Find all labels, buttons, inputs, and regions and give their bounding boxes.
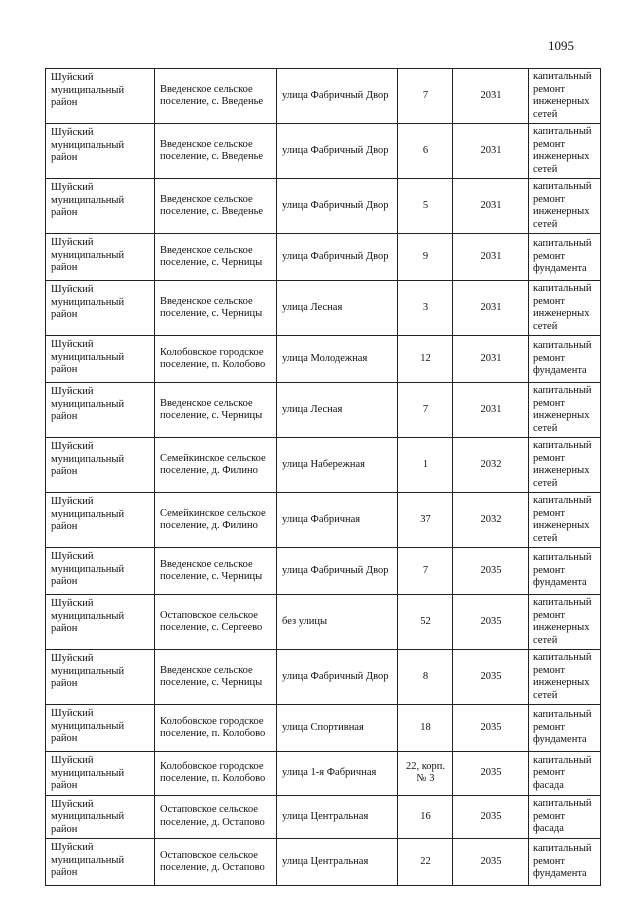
street-cell: улица 1-я Фабричная — [277, 752, 398, 796]
work-type-cell: капитальный ремонт инженерных сетей — [529, 179, 601, 234]
street-cell: без улицы — [277, 595, 398, 650]
table-row — [46, 383, 601, 438]
district-cell: Шуйский муниципальный район — [46, 705, 155, 752]
work-type-cell: капитальный ремонт фасада — [529, 752, 601, 796]
table-row — [46, 179, 601, 234]
street-cell: улица Фабричная — [277, 493, 398, 548]
table-row — [46, 336, 601, 383]
year-cell: 2031 — [453, 234, 529, 281]
house-number-cell: 5 — [398, 179, 453, 234]
house-number-cell: 7 — [398, 383, 453, 438]
house-number-cell: 37 — [398, 493, 453, 548]
street-cell: улица Фабричный Двор — [277, 234, 398, 281]
settlement-cell: Остаповское сельское поселение, д. Остапово — [155, 795, 277, 839]
work-type-cell: капитальный ремонт инженерных сетей — [529, 650, 601, 705]
district-cell: Шуйский муниципальный район — [46, 383, 155, 438]
year-cell: 2035 — [453, 795, 529, 839]
district-cell: Шуйский муниципальный район — [46, 234, 155, 281]
work-type-cell: капитальный ремонт фундамента — [529, 548, 601, 595]
year-cell: 2031 — [453, 281, 529, 336]
work-type-cell: капитальный ремонт инженерных сетей — [529, 383, 601, 438]
street-cell: улица Фабричный Двор — [277, 650, 398, 705]
year-cell: 2031 — [453, 179, 529, 234]
work-type-cell: капитальный ремонт инженерных сетей — [529, 124, 601, 179]
table-row — [46, 795, 601, 839]
street-cell: улица Центральная — [277, 795, 398, 839]
district-cell: Шуйский муниципальный район — [46, 124, 155, 179]
housing-repair-table — [45, 68, 601, 886]
house-number-cell: 8 — [398, 650, 453, 705]
settlement-cell: Колобовское городское поселение, п. Колобово — [155, 705, 277, 752]
settlement-cell: Остаповское сельское поселение, д. Остапово — [155, 839, 277, 886]
settlement-cell: Семейкинское сельское поселение, д. Филино — [155, 438, 277, 493]
table-row — [46, 595, 601, 650]
district-cell: Шуйский муниципальный район — [46, 752, 155, 796]
street-cell: улица Лесная — [277, 281, 398, 336]
year-cell: 2035 — [453, 752, 529, 796]
settlement-cell: Колобовское городское поселение, п. Колобово — [155, 336, 277, 383]
district-cell: Шуйский муниципальный район — [46, 795, 155, 839]
house-number-cell: 6 — [398, 124, 453, 179]
work-type-cell: капитальный ремонт фундамента — [529, 234, 601, 281]
work-type-cell: капитальный ремонт инженерных сетей — [529, 595, 601, 650]
district-cell: Шуйский муниципальный район — [46, 438, 155, 493]
house-number-cell: 22, корп. № 3 — [398, 752, 453, 796]
work-type-cell: капитальный ремонт инженерных сетей — [529, 69, 601, 124]
year-cell: 2035 — [453, 839, 529, 886]
house-number-cell: 52 — [398, 595, 453, 650]
table-row — [46, 281, 601, 336]
table-row — [46, 69, 601, 124]
work-type-cell: капитальный ремонт фундамента — [529, 839, 601, 886]
table-row — [46, 650, 601, 705]
settlement-cell: Введенское сельское поселение, с. Введенье — [155, 69, 277, 124]
district-cell: Шуйский муниципальный район — [46, 548, 155, 595]
table-row — [46, 493, 601, 548]
table-row — [46, 438, 601, 493]
year-cell: 2032 — [453, 493, 529, 548]
house-number-cell: 12 — [398, 336, 453, 383]
settlement-cell: Остаповское сельское поселение, с. Сергеево — [155, 595, 277, 650]
work-type-cell: капитальный ремонт фундамента — [529, 705, 601, 752]
year-cell: 2032 — [453, 438, 529, 493]
house-number-cell: 1 — [398, 438, 453, 493]
street-cell: улица Фабричный Двор — [277, 179, 398, 234]
street-cell: улица Спортивная — [277, 705, 398, 752]
settlement-cell: Введенское сельское поселение, с. Введенье — [155, 124, 277, 179]
house-number-cell: 18 — [398, 705, 453, 752]
year-cell: 2035 — [453, 595, 529, 650]
street-cell: улица Центральная — [277, 839, 398, 886]
district-cell: Шуйский муниципальный район — [46, 336, 155, 383]
district-cell: Шуйский муниципальный район — [46, 650, 155, 705]
district-cell: Шуйский муниципальный район — [46, 69, 155, 124]
settlement-cell: Введенское сельское поселение, с. Введенье — [155, 179, 277, 234]
house-number-cell: 16 — [398, 795, 453, 839]
street-cell: улица Молодежная — [277, 336, 398, 383]
district-cell: Шуйский муниципальный район — [46, 179, 155, 234]
year-cell: 2035 — [453, 705, 529, 752]
table-row — [46, 752, 601, 796]
work-type-cell: капитальный ремонт инженерных сетей — [529, 438, 601, 493]
work-type-cell: капитальный ремонт фундамента — [529, 336, 601, 383]
house-number-cell: 7 — [398, 69, 453, 124]
district-cell: Шуйский муниципальный район — [46, 839, 155, 886]
settlement-cell: Введенское сельское поселение, с. Черницы — [155, 234, 277, 281]
house-number-cell: 7 — [398, 548, 453, 595]
table-body — [46, 69, 601, 886]
street-cell: улица Лесная — [277, 383, 398, 438]
year-cell: 2031 — [453, 69, 529, 124]
year-cell: 2035 — [453, 548, 529, 595]
house-number-cell: 3 — [398, 281, 453, 336]
district-cell: Шуйский муниципальный район — [46, 493, 155, 548]
house-number-cell: 22 — [398, 839, 453, 886]
work-type-cell: капитальный ремонт инженерных сетей — [529, 281, 601, 336]
year-cell: 2035 — [453, 650, 529, 705]
table-row — [46, 548, 601, 595]
settlement-cell: Колобовское городское поселение, п. Колобово — [155, 752, 277, 796]
settlement-cell: Введенское сельское поселение, с. Черницы — [155, 650, 277, 705]
district-cell: Шуйский муниципальный район — [46, 595, 155, 650]
street-cell: улица Набережная — [277, 438, 398, 493]
work-type-cell: капитальный ремонт фасада — [529, 795, 601, 839]
settlement-cell: Введенское сельское поселение, с. Черницы — [155, 383, 277, 438]
settlement-cell: Семейкинское сельское поселение, д. Филино — [155, 493, 277, 548]
table-row — [46, 705, 601, 752]
page-number: 1095 — [548, 38, 574, 53]
street-cell: улица Фабричный Двор — [277, 548, 398, 595]
district-cell: Шуйский муниципальный район — [46, 281, 155, 336]
settlement-cell: Введенское сельское поселение, с. Черницы — [155, 548, 277, 595]
table-row — [46, 124, 601, 179]
street-cell: улица Фабричный Двор — [277, 69, 398, 124]
year-cell: 2031 — [453, 383, 529, 438]
year-cell: 2031 — [453, 124, 529, 179]
work-type-cell: капитальный ремонт инженерных сетей — [529, 493, 601, 548]
table-row — [46, 234, 601, 281]
settlement-cell: Введенское сельское поселение, с. Черницы — [155, 281, 277, 336]
house-number-cell: 9 — [398, 234, 453, 281]
street-cell: улица Фабричный Двор — [277, 124, 398, 179]
year-cell: 2031 — [453, 336, 529, 383]
table-row — [46, 839, 601, 886]
